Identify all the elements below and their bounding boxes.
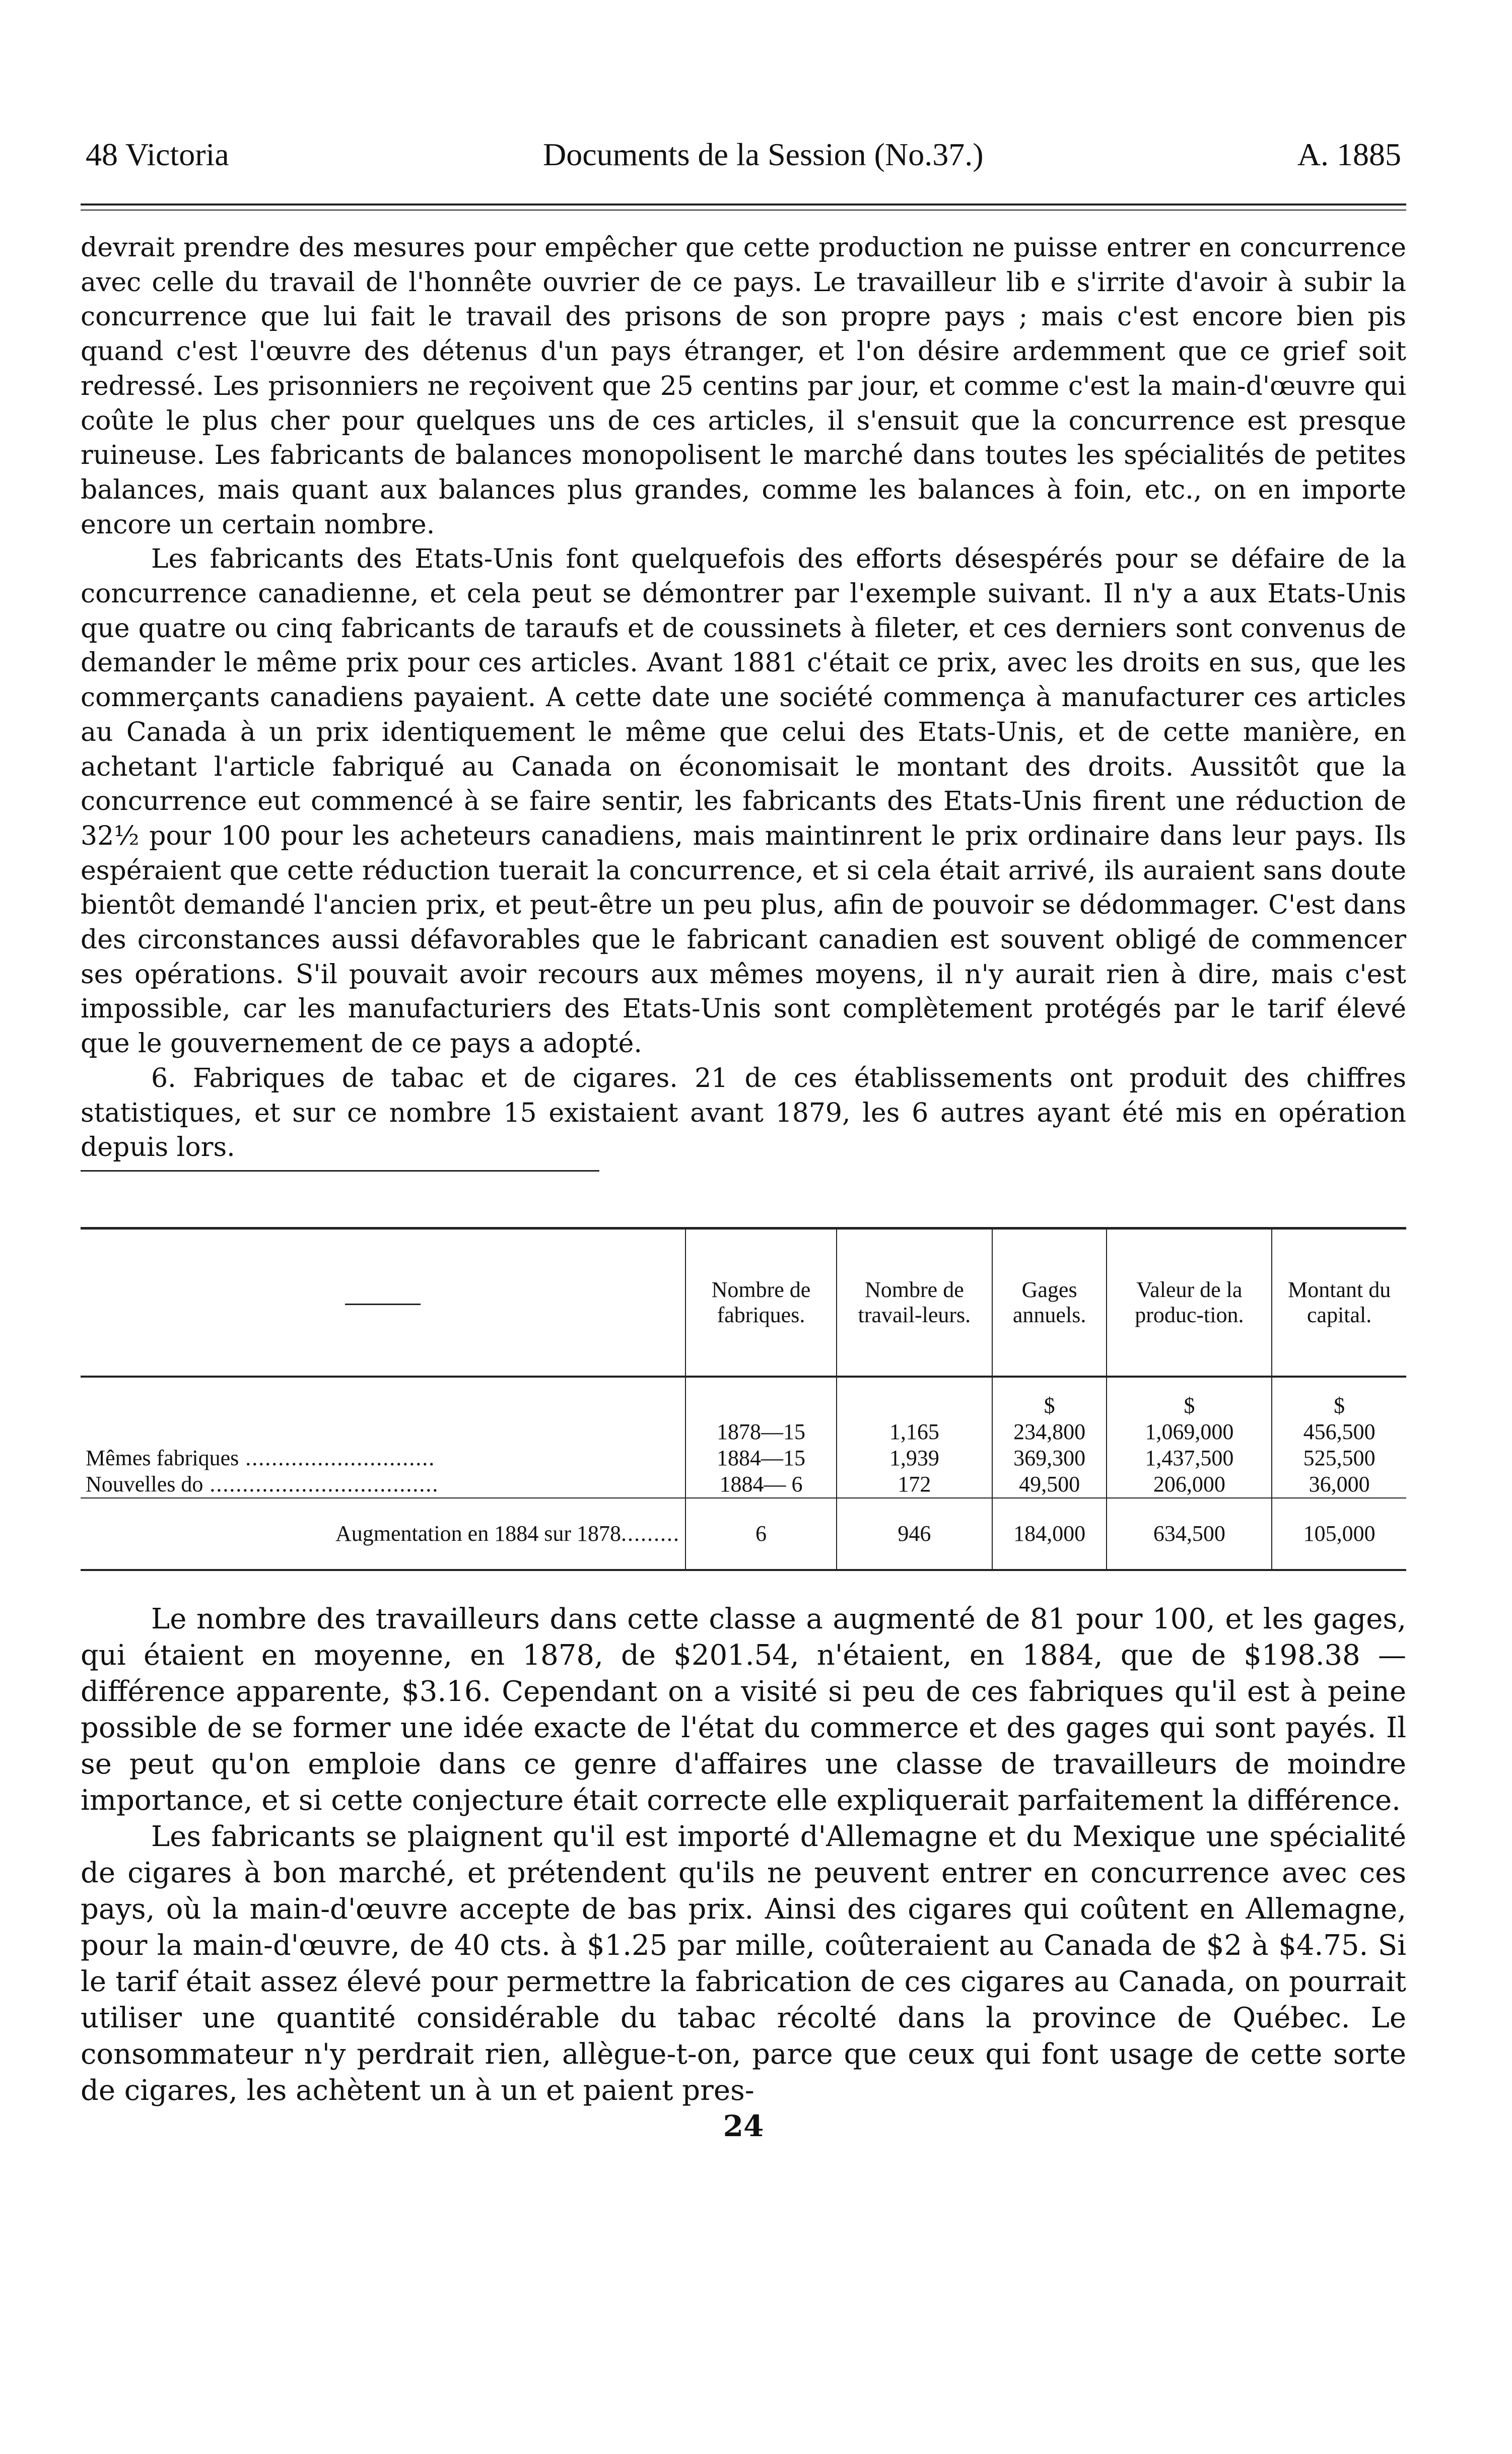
currency-cell: $: [1107, 1377, 1272, 1419]
cell: 525,500: [1272, 1445, 1406, 1471]
total-label: Augmentation en 1884 sur 1878: [335, 1521, 621, 1546]
cell: 1884—15: [685, 1445, 837, 1471]
currency-cell: [837, 1377, 992, 1419]
header-center: Documents de la Session (No.37.): [542, 137, 984, 172]
row-label: Nouvelles do: [86, 1471, 203, 1496]
cell: 206,000: [1107, 1471, 1272, 1498]
total-cell: 184,000: [992, 1498, 1107, 1570]
paragraph: Les fabricants des Etats-Unis font quelquefois des efforts désespérés pour se défaire de la concurrence canadienne, et cela peut se démontrer par l'exemple suivant. Il n'y a aux Etats-Unis que quatre ou cinq fabricants de taraufs et de coussinets à fileter, et ces derniers sont convenus de demander le même prix pour ces articles. Avant 1881 c'était ce prix, avec les droits en sus, que les commerçants canadiens payaient. A cette date une société commença à manufacturer ces articles au Canada à un prix identiquement le même que celui des Etats-Unis, et de cette manière, en achetant l'article fabriqué au Canada on économisait le montant des droits. Aussitôt que la concurrence eut commencé à se faire sentir, les fabricants des Etats-Unis firent une réduction de 32½ pour 100 pour les acheteurs canadiens, mais maintinrent le prix ordinaire dans leur pays. Ils espéraient que cette réduction tuerait la concurrence, et si cela était arrivé, ils auraient sans doute bientôt demandé l'ancien prix, et peut-être un peu plus, afin de pouvoir se dédommager. C'est dans des circonstances aussi défavorables que le fabricant canadien est souvent obligé de commencer ses opérations. S'il pouvait avoir recours aux mêmes moyens, il n'y aurait rien à dire, mais c'est impossible, car les manufacturiers des Etats-Unis sont complètement protégés par le tarif élevé que le gouvernement de ce pays a adopté.: [81, 544, 1406, 1059]
page-number: 24: [723, 2108, 764, 2143]
cell: 234,800: [992, 1419, 1107, 1445]
table-row: Mêmes fabriques ............................. 1884—15 1,939 369,300 1,437,500 525,500: [81, 1445, 1406, 1471]
total-cell: 946: [837, 1498, 992, 1570]
cell: 456,500: [1272, 1419, 1406, 1445]
header-right: A. 1885: [1297, 137, 1401, 172]
paragraph: Le nombre des travailleurs dans cette classe a augmenté de 81 pour 100, et les gages, qui étaient en moyenne, en 1878, de $201.54, n'étaient, en 1884, que de $198.38 —différence apparente, $3.16. Cependant on a visité si peu de ces fabriques qu'il est à peine possible de se former une idée exacte de l'état du commerce et des gages qui sont payés. Il se peut qu'on emploie dans ce genre d'affaires une classe de travailleurs de moindre importance, et si cette conjecture était correcte elle expliquerait parfaitement la différence.: [81, 1602, 1406, 1817]
cell: 1,165: [837, 1419, 992, 1445]
table-row: [81, 1419, 1406, 1445]
lower-text: [81, 1601, 1406, 2109]
paragraph: 6. Fabriques de tabac et de cigares. 21 de ces établissements ont produit des chiffres statistiques, et sur ce nombre 15 existaient avant 1879, les 6 autres ayant été mis en opération depuis lors.: [81, 1063, 1406, 1163]
currency-row: [81, 1377, 1406, 1419]
currency-cell: $: [1272, 1377, 1406, 1419]
cell: 1,939: [837, 1445, 992, 1471]
total-cell: 105,000: [1272, 1498, 1406, 1570]
cell: 1878—15: [685, 1419, 837, 1445]
header-rule: [81, 203, 1406, 211]
table-header-row: [81, 1228, 1406, 1377]
cell: 172: [837, 1471, 992, 1498]
cell: 369,300: [992, 1445, 1107, 1471]
section-rule: [81, 1170, 599, 1172]
cell: 1,437,500: [1107, 1445, 1272, 1471]
paragraph: Les fabricants se plaignent qu'il est importé d'Allemagne et du Mexique une spécialité de cigares à bon marché, et prétendent qu'ils ne peuvent entrer en concurrence avec ces pays, où la main-d'œuvre accepte de bas prix. Ainsi des cigares qui coûtent en Allemagne, pour la main-d'œuvre, de 40 cts. à $1.25 par mille, coûteraient au Canada de $2 à $4.75. Si le tarif était assez élevé pour permettre la fabrication de ces cigares au Canada, on pourrait utiliser une quantité considérable du tabac récolté dans la province de Québec. Le consommateur n'y perdrait rien, allègue-t-on, parce que ceux qui font usage de cette sorte de cigares, les achètent un à un et paient pres-: [81, 1820, 1406, 2107]
upper-text: [81, 231, 1406, 1172]
cell: 49,500: [992, 1471, 1107, 1498]
header-left: 48 Victoria: [86, 137, 229, 172]
column-header: Montant du capital.: [1272, 1228, 1406, 1377]
column-header: Gages annuels.: [992, 1228, 1107, 1377]
table-row: Nouvelles do ................................... 1884— 6 172 49,500 206,000 36,000: [81, 1471, 1406, 1498]
statistics-table: [81, 1227, 1406, 1571]
running-header: [86, 136, 1401, 173]
cell: 1,069,000: [1107, 1419, 1272, 1445]
cell: 1884— 6: [685, 1471, 837, 1498]
column-header: Nombre de fabriques.: [685, 1228, 837, 1377]
paragraph: devrait prendre des mesures pour empêcher que cette production ne puisse entrer en concurrence avec celle du travail de l'honnête ouvrier de ce pays. Le travailleur lib e s'irrite d'avoir à subir la concurrence que lui fait le travail des prisons de son propre pays ; mais c'est encore bien pis quand c'est l'œuvre des détenus d'un pays étranger, et l'on désire ardemment que ce grief soit redressé. Les prisonniers ne reçoivent que 25 centins par jour, et comme c'est la main-d'œuvre qui coûte le plus cher pour quelques uns de ces articles, il s'ensuit que la concurrence est presque ruineuse. Les fabricants de balances monopolisent le marché dans toutes les spécialités de petites balances, mais quant aux balances plus grandes, comme les balances à foin, etc., on en importe encore un certain nombre.: [81, 233, 1406, 540]
stub-header: [81, 1228, 685, 1377]
row-label: Mêmes fabriques: [86, 1445, 239, 1470]
column-header: Valeur de la produc-tion.: [1107, 1228, 1272, 1377]
currency-cell: $: [992, 1377, 1107, 1419]
cell: 36,000: [1272, 1471, 1406, 1498]
total-cell: 6: [685, 1498, 837, 1570]
total-row: Augmentation en 1884 sur 1878......... 6 946 184,000 634,500 105,000: [81, 1498, 1406, 1570]
column-header: Nombre de travail-leurs.: [837, 1228, 992, 1377]
currency-cell: [685, 1377, 837, 1419]
total-cell: 634,500: [1107, 1498, 1272, 1570]
